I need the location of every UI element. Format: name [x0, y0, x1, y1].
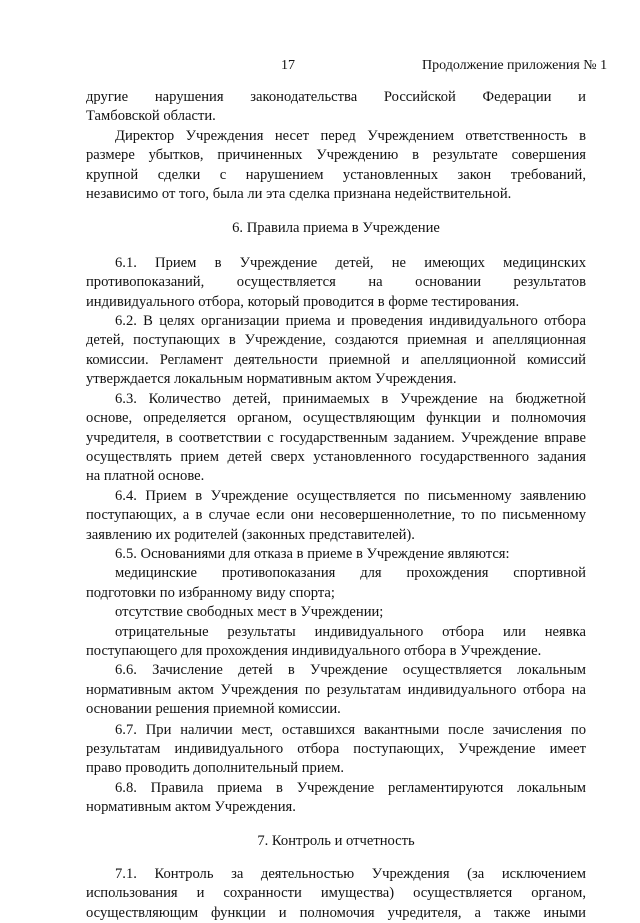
text-line: 6.3. Количество детей, принимаемых в Учреждение на бюджетной — [115, 390, 586, 407]
text-line: осуществлять прием детей сверх установленного государственного задания — [86, 448, 586, 465]
text-line: право проводить дополнительный прием. — [86, 760, 344, 777]
text-line: осуществляющим функции и полномочия учредителя, а также иными — [86, 904, 586, 921]
text-line: 6.4. Прием в Учреждение осуществляется по письменному заявлению — [115, 487, 586, 504]
text-line: учредителя, в соответствии с государственным заданием. Учреждение вправе — [86, 429, 586, 446]
text-line: крупной сделки с нарушением установленных закон требований, — [86, 166, 586, 183]
text-line: основании решения приемной комиссии. — [86, 701, 341, 718]
text-line: поступающего для прохождения индивидуального отбора в Учреждение. — [86, 642, 542, 659]
text-line: детей, поступающих в Учреждение, создаются приемная и апелляционная — [86, 332, 586, 349]
text-line: комиссии. Регламент деятельности приемной и апелляционной комиссий — [86, 351, 586, 368]
text-line: основе, определяется органом, осуществляющим функции и полномочия — [86, 410, 586, 427]
text-line: 6.2. В целях организации приема и проведения индивидуального отбора — [115, 313, 586, 330]
text-line: поступающих, а в случае если они несовершеннолетние, то по письменному — [86, 507, 586, 524]
section-heading-7: 7. Контроль и отчетность — [257, 832, 415, 849]
text-line: нормативным актом Учреждения по результатам индивидуального отбора на — [86, 681, 586, 698]
text-line: нормативным актом Учреждения. — [86, 799, 296, 816]
text-line: 6.1. Прием в Учреждение детей, не имеющих медицинских — [115, 254, 586, 271]
text-line: 6.7. При наличии мест, оставшихся вакантными после зачисления по — [115, 721, 586, 738]
text-line: отсутствие свободных мест в Учреждении; — [115, 604, 384, 621]
text-line: Тамбовской области. — [86, 108, 216, 125]
text-line: на платной основе. — [86, 468, 205, 485]
text-line: 6.6. Зачисление детей в Учреждение осуществляется локальным — [115, 662, 586, 679]
text-line: независимо от того, была ли эта сделка признана недействительной. — [86, 186, 512, 203]
text-line: результатам индивидуального отбора поступающих, Учреждение имеет — [86, 741, 586, 757]
section-heading-6: 6. Правила приема в Учреждение — [232, 220, 440, 237]
text-line: размере убытков, причиненных Учреждению в результате совершения — [86, 147, 586, 164]
text-line: противопоказаний, осуществляется на основании результатов — [86, 274, 586, 291]
document-body — [86, 88, 586, 923]
text-line: 7.1. Контроль за деятельностью Учреждения (за исключением — [115, 866, 586, 883]
text-line: подготовки по избранному виду спорта; — [86, 584, 335, 601]
text-line: утверждается локальным нормативным актом Учреждения. — [86, 371, 457, 388]
header-caption: Продолжение приложения № 1 — [422, 58, 608, 73]
text-line: индивидуального отбора, который проводится в форме тестирования. — [86, 293, 520, 310]
text-line: 6.8. Правила приема в Учреждение регламентируются локальным — [115, 779, 586, 796]
text-line: отрицательные результаты индивидуального отбора или неявка — [115, 623, 586, 640]
text-line: другие нарушения законодательства Российской Федерации и — [86, 89, 586, 105]
text-line: использования и сохранности имущества) осуществляется органом, — [86, 885, 586, 902]
text-line: медицинские противопоказания для прохождения спортивной — [115, 565, 586, 582]
text-line: 6.5. Основаниями для отказа в приеме в Учреждение являются: — [115, 545, 510, 562]
text-line: заявлению их родителей (законных представителей). — [86, 526, 415, 543]
page-number: 17 — [281, 58, 295, 73]
text-line: Директор Учреждения несет перед Учреждением ответственность в — [115, 127, 586, 144]
